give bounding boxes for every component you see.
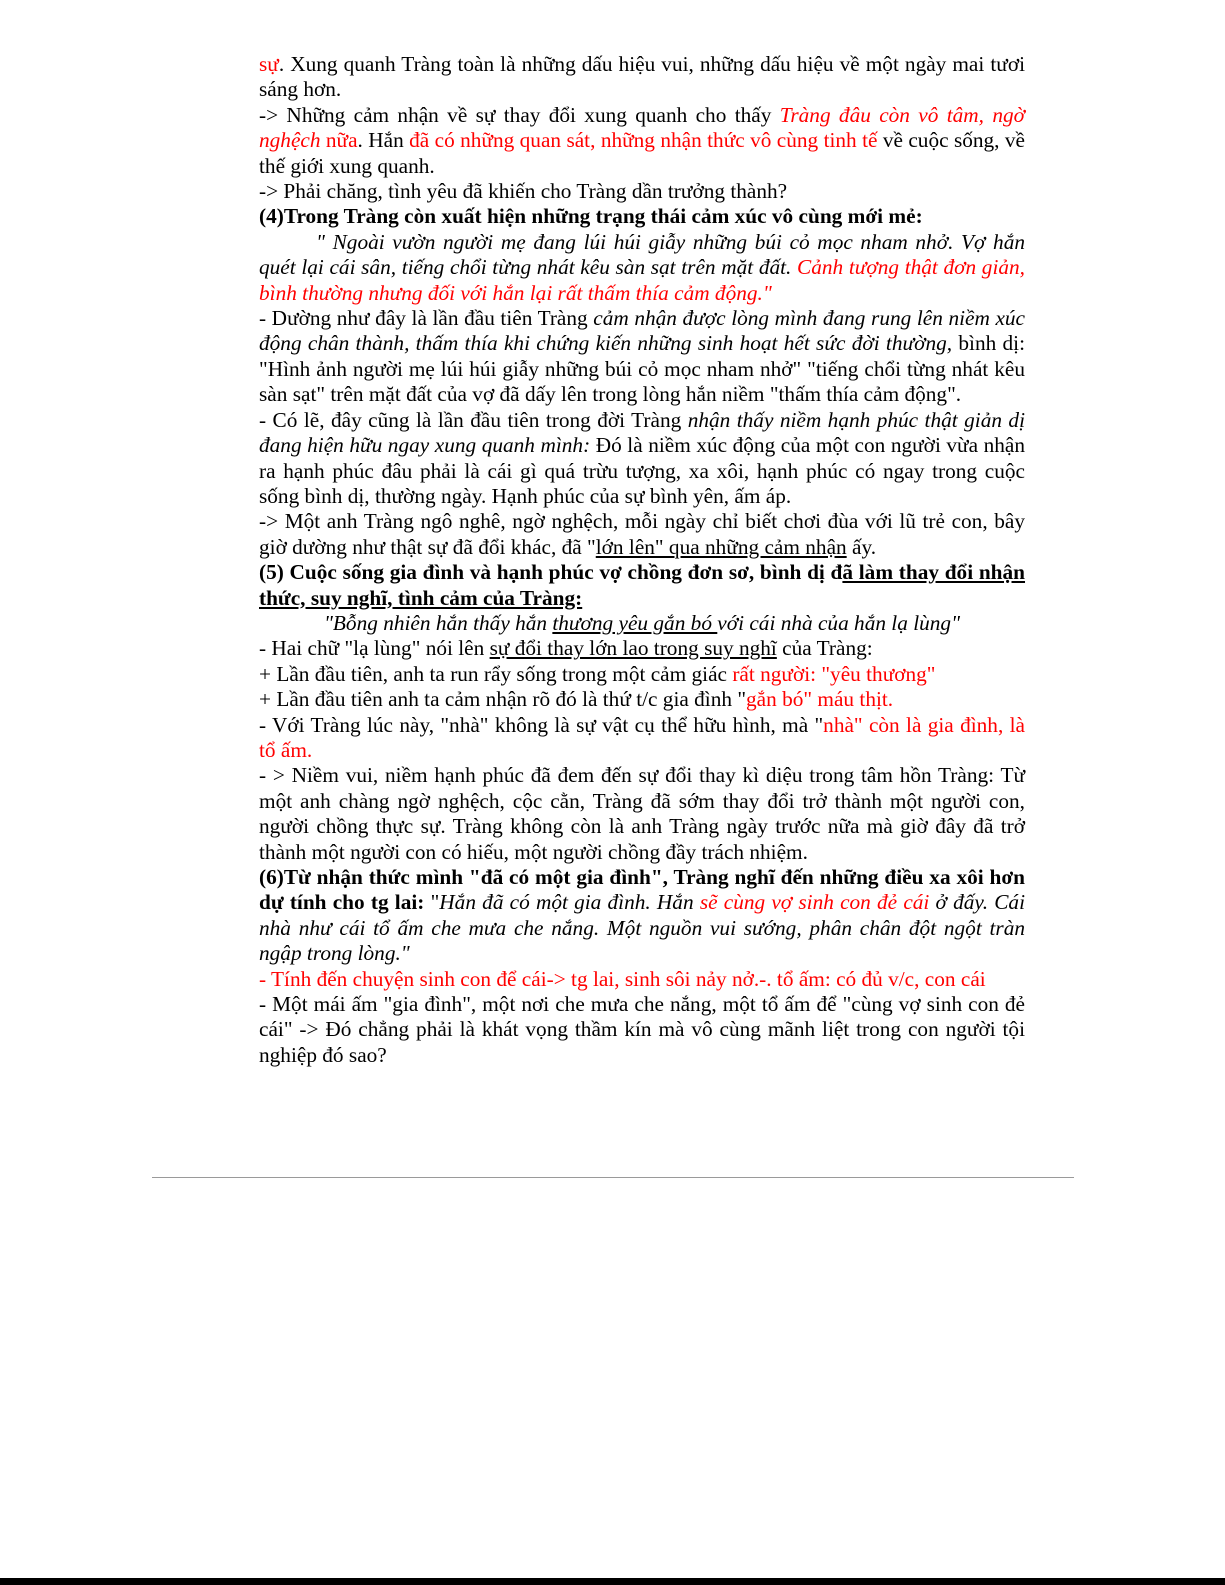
text-span: với cái nhà của hắn lạ lùng" bbox=[717, 610, 961, 635]
text-span: bình dị: "Hình ảnh người mẹ lúi húi giẫy những búi cỏ mọc nham nhở" "tiếng chổi từng nhát kêu sàn sạt" trên mặt đất của vợ đã dấy lên trong lòng hắn niềm "thấm thía cảm động". bbox=[259, 331, 1026, 407]
text-span: đã có những quan sát, những nhận thức vô cùng tinh tế bbox=[409, 128, 878, 153]
text-span: - Với Tràng lúc này, "nhà" không là sự vật cụ thể hữu hình, mà " bbox=[259, 712, 824, 737]
text-span: . Xung quanh Tràng toàn là những dấu hiệu vui, những dấu hiệu về một ngày mai tươi sáng hơn. bbox=[259, 52, 1025, 102]
text-span: - Có lẽ, đây cũng là lần đầu tiên trong đời Tràng bbox=[259, 407, 688, 432]
text-span: Đó là niềm xúc động của một con người vừa nhận ra hạnh phúc đâu phải là cái gì quá trừu tượng, xa xôi, hạnh phúc có ngay trong cuộc sống bình dị, thường ngày. Hạnh phúc của sự bình yên, ấm áp. bbox=[259, 433, 1025, 508]
text-span: - Dường như đây là lần đầu tiên Tràng bbox=[259, 306, 594, 331]
quote-paragraph-10 bbox=[259, 611, 1025, 636]
paragraph-18: - Một mái ấm "gia đình", một nơi che mưa che nắng, một tổ ấm để "cùng vợ sinh con đẻ cái" -> Đó chẳng phải là khát vọng thầm kín mà vô cùng mãnh liệt trong con người tội nghiệp đó sao? bbox=[259, 992, 1025, 1067]
paragraph-3: -> Phải chăng, tình yêu đã khiến cho Tràng dần trưởng thành? bbox=[259, 179, 788, 204]
text-span: nữa bbox=[320, 128, 358, 153]
paragraph-12 bbox=[259, 662, 1025, 687]
text-span: Hắn đã có một gia đình. Hắn bbox=[439, 890, 700, 915]
text-span: ở đấy. Cái nhà như cái tổ ấm che mưa che nắng. Một nguồn vui sướng, phân chân đột ngột tràn ngập trong lòng." bbox=[259, 890, 1025, 966]
text-span: về cuộc sống, về thế giới xung quanh. bbox=[259, 128, 1025, 178]
footer-divider bbox=[152, 1177, 1074, 1178]
text-span: -> Một anh Tràng ngô nghê, ngờ nghệch, mỗi ngày chỉ biết chơi đùa với lũ trẻ con, bây giờ dường như thật sự đã đổi khác, đã " bbox=[259, 509, 1025, 559]
paragraph-15: - > Niềm vui, niềm hạnh phúc đã đem đến sự đổi thay kì diệu trong tâm hồn Tràng: Từ một anh chàng ngờ nghệch, cộc cằn, Tràng đã sớm thay đổi trở thành một người con, người chồng thực sự. Tràng không còn là anh Tràng ngày trước nữa mà giờ đây đã trở thành một người con có hiếu, một người chồng đầy trách nhiệm. bbox=[259, 763, 1025, 864]
text-span: sự bbox=[259, 52, 279, 76]
paragraph-7 bbox=[259, 408, 1025, 510]
text-span: ấy. bbox=[846, 534, 877, 559]
text-span: Tràng đâu còn vô tâm, ngờ nghệch bbox=[259, 102, 1025, 153]
text-span: cảm nhận được lòng mình đang rung lên niềm xúc động chân thành, thấm thía khi chứng kiến những sinh hoạt hết sức đời thường, bbox=[259, 306, 1026, 356]
text-span: lớn lên" qua những cảm nhận bbox=[595, 534, 847, 559]
paragraph-17: - Tính đến chuyện sinh con để cái-> tg lai, sinh sôi nảy nở.-. tổ ấm: có đủ v/c, con cái bbox=[259, 966, 986, 991]
text-span: gắn bó" máu thịt. bbox=[746, 687, 894, 712]
section-heading-5 bbox=[259, 560, 1025, 611]
text-span: + Lần đầu tiên, anh ta run rẩy sống trong một cảm giác bbox=[259, 661, 733, 686]
text-span: nhà" còn là gia đình, là tổ ấm. bbox=[259, 712, 1025, 762]
text-span: + Lần đầu tiên anh ta cảm nhận rõ đó là thứ t/c gia đình " bbox=[259, 687, 747, 712]
paragraph-11 bbox=[259, 636, 1025, 661]
paragraph-1 bbox=[259, 52, 1025, 103]
section-heading-6 bbox=[259, 865, 1025, 967]
quote-paragraph-5 bbox=[259, 230, 1025, 306]
text-span: "Bỗng nhiên hắn thấy hắn bbox=[323, 610, 553, 635]
section-heading-4: (4)Trong Tràng còn xuất hiện những trạng thái cảm xúc vô cùng mới mẻ: bbox=[259, 204, 923, 229]
text-span: ã làm thay đổi nhận thức, suy nghĩ, tình cảm của Tràng: bbox=[259, 560, 1026, 610]
text-span: - Hai chữ "lạ lùng" nói lên bbox=[259, 636, 490, 661]
text-span: -> Những cảm nhận về sự thay đổi xung quanh cho thấy bbox=[259, 102, 780, 127]
paragraph-2 bbox=[259, 103, 1025, 179]
text-span: nhận thấy niềm hạnh phúc thật giản dị đang hiện hữu ngay xung quanh mình: bbox=[259, 407, 1026, 458]
page-bottom-border bbox=[0, 1578, 1225, 1585]
text-span: " bbox=[424, 890, 440, 915]
paragraph-14 bbox=[259, 713, 1025, 764]
text-span: (6)Từ nhận thức mình "đã có một gia đình", Tràng nghĩ đến những điều xa xôi hơn dự tính cho tg lai: bbox=[259, 865, 1025, 915]
paragraph-13 bbox=[259, 687, 1025, 712]
text-span: Cảnh tượng thật đơn giản, bình thường nhưng đối với hắn lại rất thấm thía cảm động." bbox=[259, 255, 1025, 305]
text-span: " Ngoài vườn người mẹ đang lúi húi giẫy những búi cỏ mọc nham nhở. Vợ hắn quét lại cái sân, tiếng chổi từng nhát kêu sàn sạt trên mặt đất. bbox=[259, 229, 1025, 280]
text-span: rất người: "yêu thương" bbox=[732, 661, 936, 686]
paragraph-6 bbox=[259, 306, 1025, 408]
text-span: (5) Cuộc sống gia đình và hạnh phúc vợ chồng đơn sơ, bình dị đ bbox=[259, 560, 843, 585]
text-span: sự đổi thay lớn lao trong suy nghĩ bbox=[489, 636, 777, 661]
paragraph-8 bbox=[259, 509, 1025, 560]
text-span: thương yêu gắn bó bbox=[552, 610, 718, 635]
document-body bbox=[259, 52, 1025, 1068]
text-span: sẽ cùng vợ sinh con đẻ cái bbox=[699, 890, 930, 915]
text-span: của Tràng: bbox=[776, 636, 873, 661]
text-span: . Hắn bbox=[357, 128, 410, 153]
